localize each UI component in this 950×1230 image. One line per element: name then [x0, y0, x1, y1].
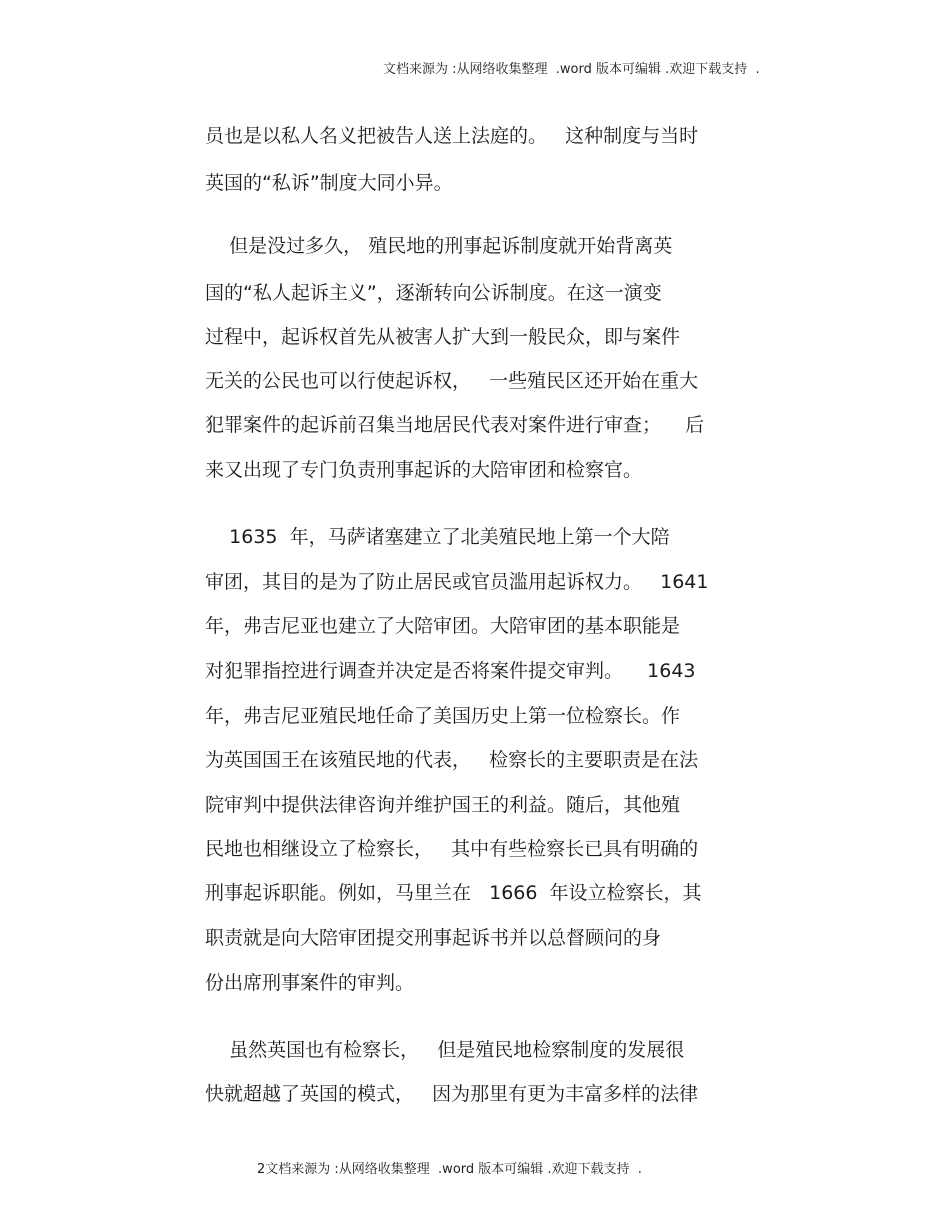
page-header: 文档来源为 :从网络收集整理 .word 版本可编辑 .欢迎下载支持 . — [383, 62, 760, 77]
body-line: 无关的公民也可以行使起诉权， 一些殖民区还开始在重大 — [205, 370, 699, 392]
body-line: 为英国国王在该殖民地的代表， 检察长的主要职责是在法 — [205, 749, 699, 771]
body-line: 虽然英国也有检察长， 但是殖民地检察制度的发展很 — [205, 1039, 685, 1061]
body-line: 刑事起诉职能。例如，马里兰在 1666 年设立检察长，其 — [205, 882, 702, 904]
body-line: 1635 年，马萨诸塞建立了北美殖民地上第一个大陪 — [205, 526, 670, 548]
body-line: 过程中，起诉权首先从被害人扩大到一般民众，即与案件 — [205, 326, 681, 348]
body-line: 审团，其目的是为了防止居民或官员滥用起诉权力。 1641 — [205, 571, 709, 593]
body-line: 份出席刑事案件的审判。 — [205, 972, 415, 994]
page-footer: 2文档来源为 :从网络收集整理 .word 版本可编辑 .欢迎下载支持 . — [257, 1162, 642, 1177]
body-line: 犯罪案件的起诉前召集当地居民代表对案件进行审查； 后 — [205, 414, 705, 436]
body-line: 民地也相继设立了检察长， 其中有些检察长已具有明确的 — [205, 838, 699, 860]
body-line: 国的“私人起诉主义”，逐渐转向公诉制度。在这一演变 — [205, 282, 662, 304]
body-line: 但是没过多久， 殖民地的刑事起诉制度就开始背离英 — [205, 235, 673, 257]
body-line: 员也是以私人名义把被告人送上法庭的。 这种制度与当时 — [205, 125, 699, 147]
body-line: 来又出现了专门负责刑事起诉的大陪审团和检察官。 — [205, 459, 643, 481]
body-line: 年，弗吉尼亚殖民地任命了美国历史上第一位检察长。作 — [205, 705, 681, 727]
body-line: 快就超越了英国的模式， 因为那里有更为丰富多样的法律 — [205, 1083, 699, 1105]
body-line: 院审判中提供法律咨询并维护国王的利益。随后，其他殖 — [205, 794, 681, 816]
body-line: 职责就是向大陪审团提交刑事起诉书并以总督顾问的身 — [205, 927, 662, 949]
body-line: 年，弗吉尼亚也建立了大陪审团。大陪审团的基本职能是 — [205, 615, 681, 637]
body-line: 英国的“私诉”制度大同小异。 — [205, 172, 453, 194]
body-line: 对犯罪指控进行调查并决定是否将案件提交审判。 1643 — [205, 660, 696, 682]
